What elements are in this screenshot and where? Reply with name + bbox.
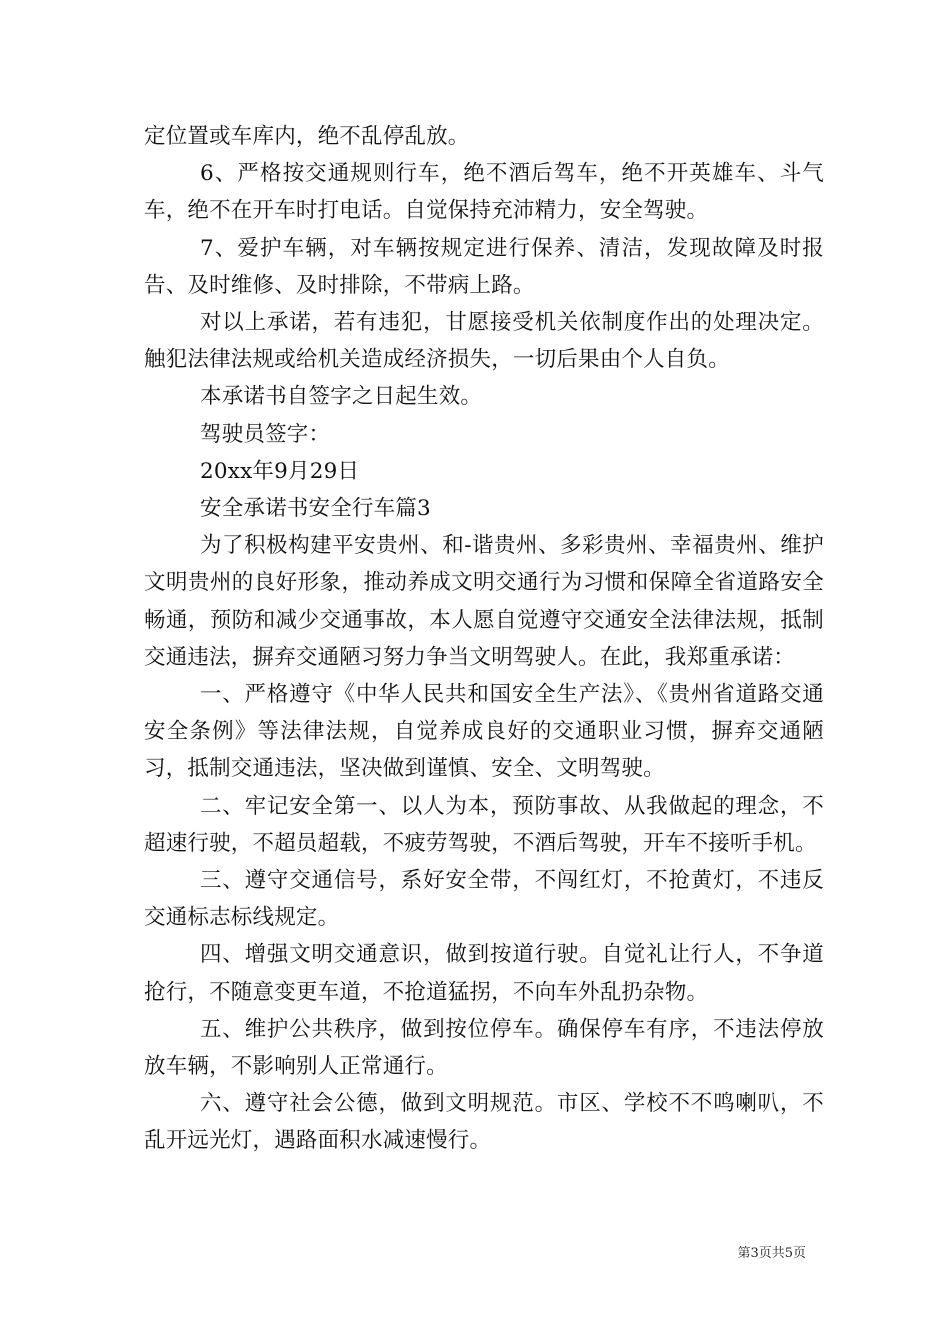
- document-body: [144, 118, 824, 1160]
- paragraph-item-5: 五、维护公共秩序，做到按位停车。确保停车有序，不违法停放放车辆，不影响别人正常通行。: [144, 1016, 824, 1080]
- paragraph-3: 7、爱护车辆，对车辆按规定进行保养、清洁，发现故障及时报告、及时维修、及时排除，不带病上路。: [144, 235, 824, 298]
- date-line: 20xx年9月29日: [200, 458, 360, 484]
- paragraph-2: 6、严格按交通规则行车，绝不酒后驾车，绝不开英雄车、斗气车，绝不在开车时打电话。自觉保持充沛精力，安全驾驶。: [144, 161, 824, 224]
- paragraph-intro: 为了积极构建平安贵州、和-谐贵州、多彩贵州、幸福贵州、维护文明贵州的良好形象，推动养成文明交通行为习惯和保障全省道路安全畅通，预防和减少交通事故，本人愿自觉遵守交通安全法律法规，抵制交通违法，摒弃交通陋习努力争当文明驾驶人。在此，我郑重承诺：: [144, 533, 824, 670]
- paragraph-item-6: 六、遵守社会公德，做到文明规范。市区、学校不不鸣喇叭，不乱开远光灯，遇路面积水减速慢行。: [144, 1091, 824, 1154]
- signature-line: 驾驶员签字：: [200, 421, 331, 447]
- paragraph-item-4: 四、增强文明交通意识，做到按道行驶。自觉礼让行人，不争道抢行，不随意变更车道，不抢道猛拐，不向车外乱扔杂物。: [144, 942, 824, 1005]
- paragraph-item-2: 二、牢记安全第一、以人为本，预防事故、从我做起的理念，不超速行驶，不超员超载，不疲劳驾驶，不酒后驾驶，开车不接听手机。: [144, 793, 824, 856]
- paragraph-4: 对以上承诺，若有违犯，甘愿接受机关依制度作出的处理决定。触犯法律法规或给机关造成经济损失，一切后果由个人自负。: [144, 310, 824, 373]
- paragraph-item-3: 三、遵守交通信号，系好安全带，不闯红灯，不抢黄灯，不违反交通标志标线规定。: [144, 868, 824, 931]
- page-number: 第3页共5页: [737, 1246, 806, 1261]
- paragraph-5: 本承诺书自签字之日起生效。: [200, 384, 483, 410]
- paragraph-1: 定位置或车库内，绝不乱停乱放。: [144, 124, 470, 149]
- paragraph-item-1: 一、严格遵守《中华人民共和国安全生产法》、《贵州省道路交通安全条例》等法律法规，自觉养成良好的交通职业习惯，摒弃交通陋习，抵制交通违法，坚决做到谨慎、安全、文明驾驶。: [144, 682, 824, 782]
- section-heading: 安全承诺书安全行车篇3: [200, 496, 431, 522]
